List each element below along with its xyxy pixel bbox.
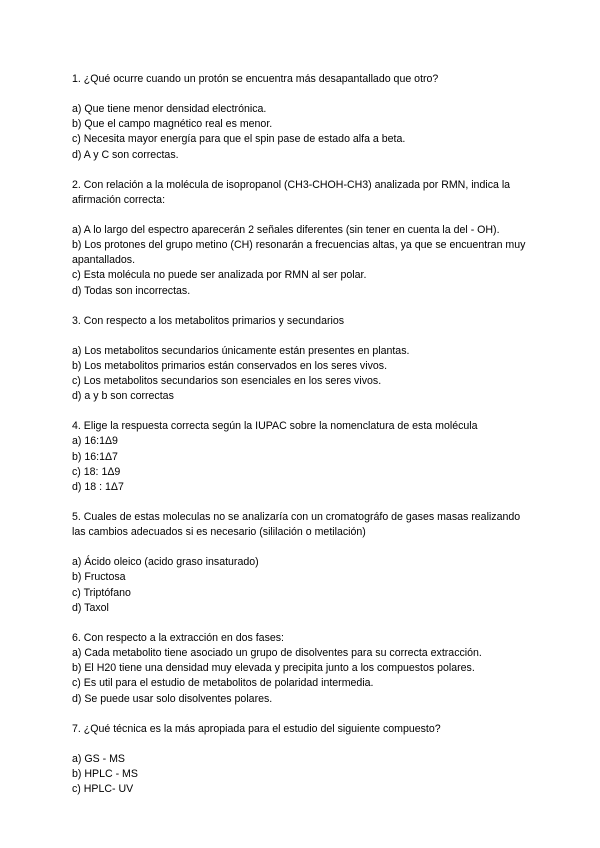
option-a: a) 16:1Δ9 — [72, 435, 118, 448]
option-c: c) Necesita mayor energía para que el spin pase de estado alfa a beta. — [72, 133, 406, 146]
option-d: d) 18 : 1Δ7 — [72, 481, 124, 494]
option-a: a) Cada metabolito tiene asociado un grupo de disolventes para su correcta extracción. — [72, 647, 482, 660]
option-c: c) Los metabolitos secundarios son esenciales en los seres vivos. — [72, 375, 382, 388]
question-text: 1. ¿Qué ocurre cuando un protón se encuentra más desapantallado que otro? — [72, 73, 439, 85]
document-page — [72, 72, 534, 797]
option-b: b) Los metabolitos primarios están conservados en los seres vivos. — [72, 359, 388, 372]
option-c: c) 18: 1Δ9 — [72, 465, 121, 478]
question-text: 5. Cuales de estas moleculas no se analizaría con un cromatográfo de gases masas realizando las cambios adecuados si es necesario (sililación o metilación) — [72, 511, 521, 539]
question-5 — [72, 510, 534, 616]
option-a: a) A lo largo del espectro aparecerán 2 señales diferentes (sin tener en cuenta la del - OH). — [72, 223, 500, 236]
option-c: c) Triptófano — [72, 586, 131, 599]
option-d: d) Todas son incorrectas. — [72, 284, 191, 297]
question-2 — [72, 178, 534, 299]
option-b: b) El H20 tiene una densidad muy elevada y precipita junto a los compuestos polares. — [72, 662, 475, 675]
option-d: d) a y b son correctas — [72, 390, 174, 403]
option-b: b) 16:1Δ7 — [72, 450, 118, 463]
option-a: a) Los metabolitos secundarios únicamente están presentes en plantas. — [72, 344, 410, 357]
option-c: c) Es util para el estudio de metabolitos de polaridad intermedia. — [72, 677, 374, 690]
question-6 — [72, 631, 534, 707]
option-c: c) Esta molécula no puede ser analizada por RMN al ser polar. — [72, 269, 367, 282]
option-d: d) Taxol — [72, 601, 109, 614]
question-1 — [72, 72, 534, 163]
option-b: b) Los protones del grupo metino (CH) resonarán a frecuencias altas, ya que se encuentran muy apantallados. — [72, 239, 526, 267]
option-a: a) Ácido oleico (acido graso insaturado) — [72, 556, 259, 569]
option-b: b) Fructosa — [72, 571, 126, 584]
question-3 — [72, 314, 534, 405]
option-b: b) Que el campo magnético real es menor. — [72, 118, 273, 131]
question-text: 3. Con respecto a los metabolitos primarios y secundarios — [72, 314, 345, 327]
question-7 — [72, 722, 534, 798]
option-d: d) A y C son correctas. — [72, 148, 179, 161]
question-4 — [72, 419, 534, 495]
option-d: d) Se puede usar solo disolventes polares. — [72, 692, 273, 705]
question-text: 7. ¿Qué técnica es la más apropiada para el estudio del siguiente compuesto? — [72, 722, 441, 735]
option-c: c) HPLC- UV — [72, 783, 134, 796]
question-text: 6. Con respecto a la extracción en dos fases: — [72, 631, 284, 644]
question-text: 4. Elige la respuesta correcta según la IUPAC sobre la nomenclatura de esta molécula — [72, 420, 478, 433]
option-b: b) HPLC - MS — [72, 767, 138, 780]
option-a: a) GS - MS — [72, 752, 125, 765]
option-a: a) Que tiene menor densidad electrónica. — [72, 103, 267, 115]
question-text: 2. Con relación a la molécula de isopropanol (CH3-CHOH-CH3) analizada por RMN, indica la afirmación correcta: — [72, 178, 511, 206]
